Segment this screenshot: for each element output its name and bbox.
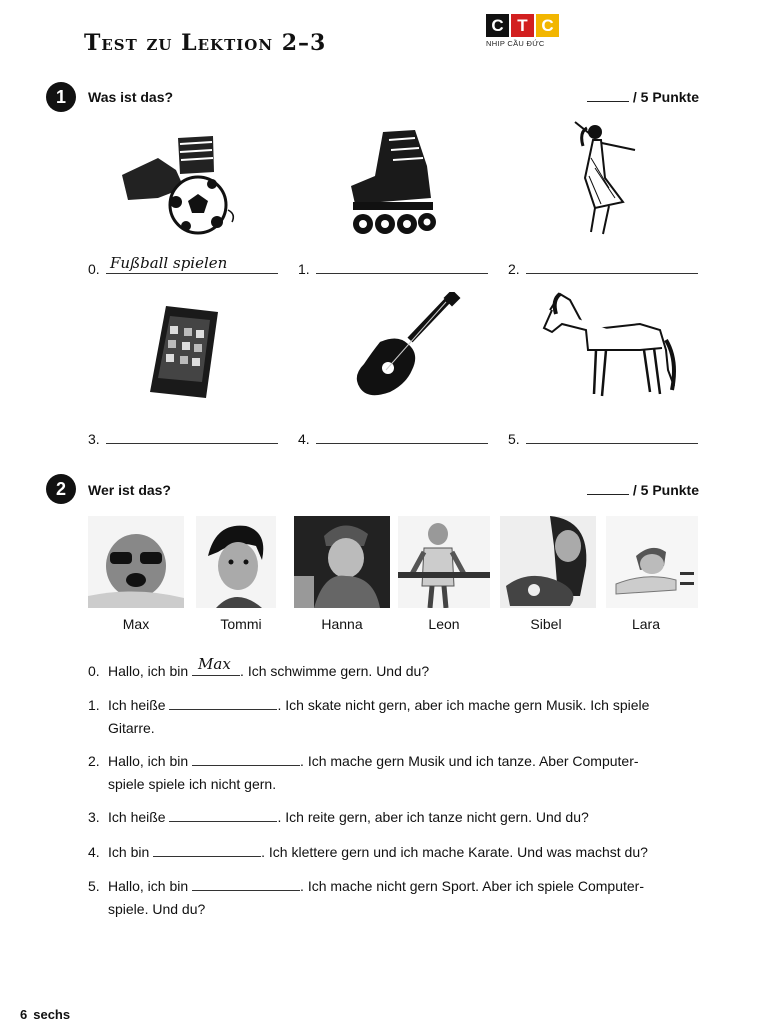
section-2-number: 2: [46, 474, 76, 504]
logo-letter-c1: C: [486, 14, 509, 37]
sentence-gap-3[interactable]: [169, 808, 277, 822]
answer-row-4: 4.: [298, 426, 488, 447]
dancer-icon: [565, 118, 645, 238]
answer-line-3[interactable]: [106, 426, 278, 444]
sentence-3: 3. Ich heiße . Ich reite gern, aber ich tanze nicht gern. Und du?: [88, 809, 589, 825]
sentence-gap-2[interactable]: [192, 752, 300, 766]
answer-row-5: 5.: [508, 426, 698, 447]
sentence-5: 5. Hallo, ich bin . Ich mache nicht gern Sport. Aber ich spiele Computer- spiele. Und du?: [88, 878, 644, 917]
answer-line-4[interactable]: [316, 426, 488, 444]
photo-leon: [398, 516, 490, 608]
logo-subtitle: NHIP CẦU ĐỨC: [486, 39, 545, 48]
horse-icon: [540, 290, 678, 402]
person-name-leon: Leon: [428, 616, 460, 632]
answer-row-1: 1.: [298, 256, 488, 277]
inline-skate-icon: [345, 126, 440, 238]
handwritten-answer-0: Fußball spielen: [110, 254, 228, 272]
page-footer: [20, 1007, 70, 1022]
section-1-title: Was ist das?: [88, 89, 174, 105]
answer-row-0: 0. Fußball spielen: [88, 256, 278, 277]
photo-tommi: [196, 516, 276, 608]
photo-max: [88, 516, 184, 608]
sentence-4: 4. Ich bin . Ich klettere gern und ich mache Karate. Und was machst du?: [88, 844, 648, 860]
person-name-sibel: Sibel: [530, 616, 562, 632]
points-label: / 5 Punkte: [632, 89, 699, 105]
page-word: sechs: [33, 1007, 71, 1022]
answer-row-3: 3.: [88, 426, 278, 447]
person-name-tommi: Tommi: [220, 616, 262, 632]
photo-hanna: [294, 516, 390, 608]
section-2-points: [587, 482, 699, 498]
answer-line-5[interactable]: [526, 426, 698, 444]
sentence-gap-5[interactable]: [192, 877, 300, 891]
soccer-icon: [118, 130, 248, 240]
page-title: Test zu Lektion 2–3: [84, 30, 327, 56]
guitar-icon: [350, 292, 462, 402]
page-number: 6: [20, 1007, 28, 1022]
sentence-1: 1. Ich heiße . Ich skate nicht gern, aber ich mache gern Musik. Ich spiele Gitarre.: [88, 697, 650, 736]
person-name-hanna: Hanna: [321, 616, 363, 632]
points-blank[interactable]: [587, 494, 629, 495]
logo-letter-c2: C: [536, 14, 559, 37]
logo-letter-t: T: [511, 14, 534, 37]
points-label: / 5 Punkte: [632, 482, 699, 498]
points-blank[interactable]: [587, 101, 629, 102]
person-name-max: Max: [122, 616, 150, 632]
sentence-0: 0. Hallo, ich bin Max . Ich schwimme gern. Und du?: [88, 655, 430, 679]
section-1-points: [587, 89, 699, 105]
sentence-gap-1[interactable]: [169, 696, 277, 710]
handwritten-answer-max: Max: [198, 655, 231, 673]
answer-line-2[interactable]: [526, 256, 698, 274]
photo-sibel: [500, 516, 596, 608]
sentence-gap-0[interactable]: [192, 655, 240, 676]
answer-line-1[interactable]: [316, 256, 488, 274]
photo-lara: [606, 516, 698, 608]
section-1-number: 1: [46, 82, 76, 112]
answer-line-0[interactable]: [106, 256, 278, 274]
smartphone-icon: [144, 302, 226, 402]
answer-row-2: 2.: [508, 256, 698, 277]
ctc-logo: [486, 14, 562, 48]
section-2-title: Wer ist das?: [88, 482, 171, 498]
sentence-2: 2. Hallo, ich bin . Ich mache gern Musik und ich tanze. Aber Computer- spiele spiele ich nicht gern.: [88, 753, 639, 792]
person-name-lara: Lara: [631, 616, 661, 632]
sentence-gap-4[interactable]: [153, 843, 261, 857]
